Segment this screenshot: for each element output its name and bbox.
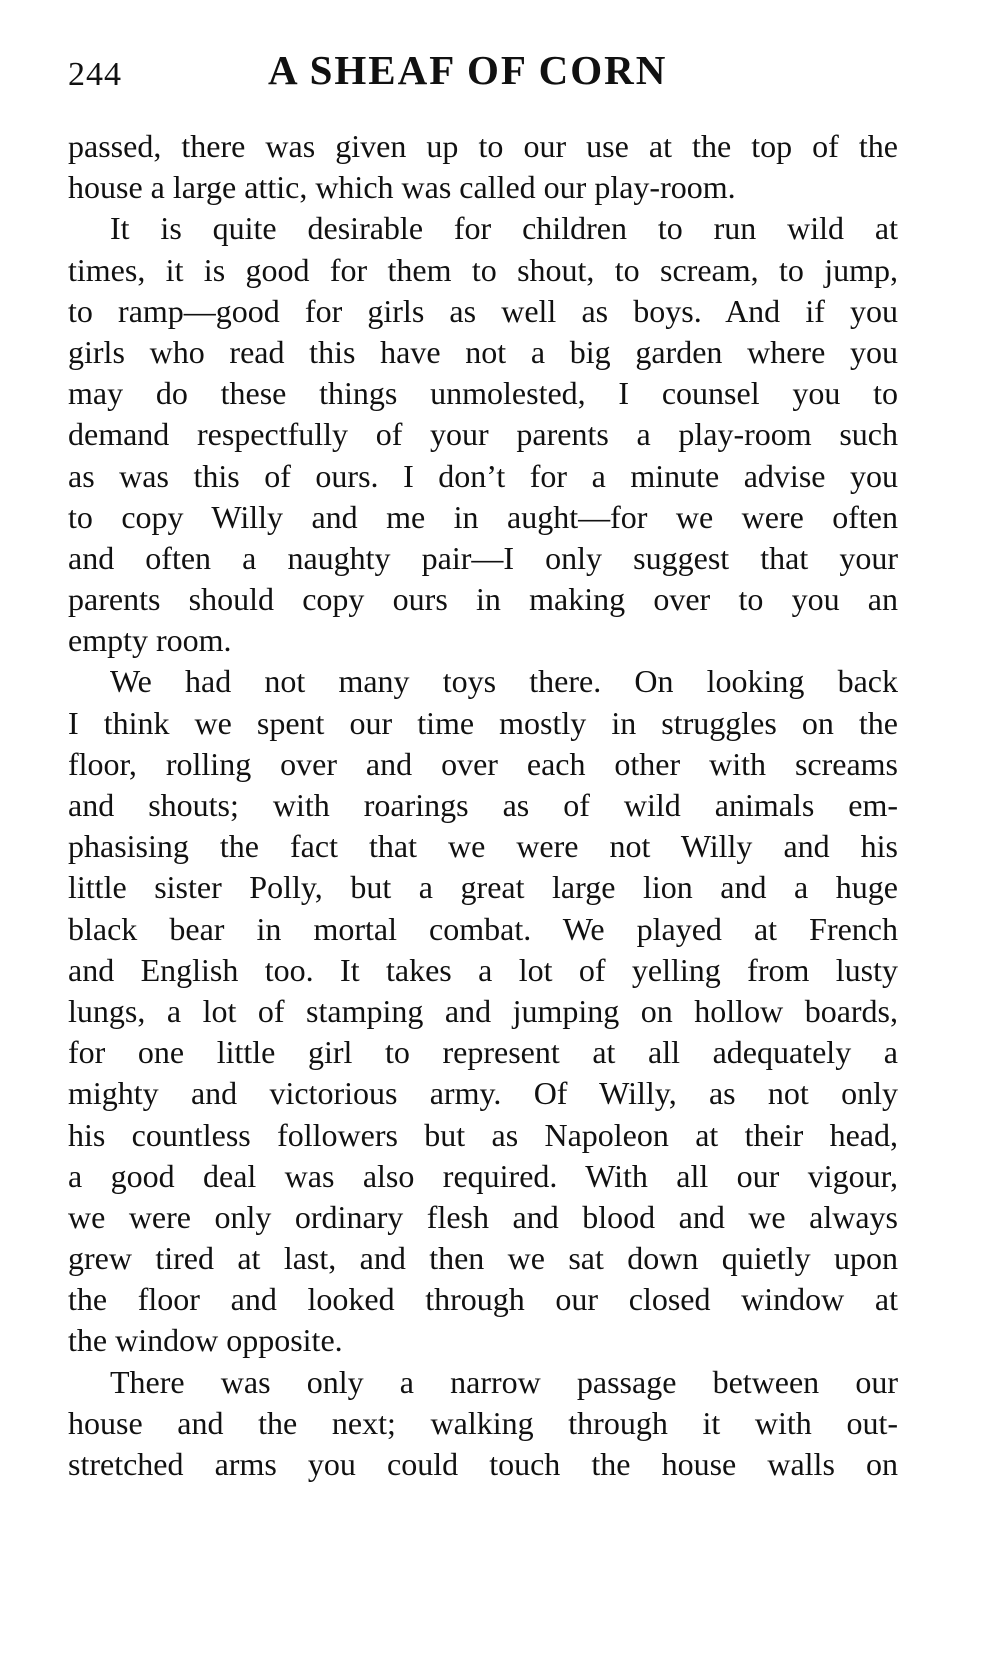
text-line: house and the next; walking through it with out-: [68, 1404, 898, 1441]
paragraph-4: [68, 1362, 898, 1486]
text-line: There was only a narrow passage between our: [110, 1363, 898, 1400]
text-line: the floor and looked through our closed window at: [68, 1281, 898, 1318]
text-line: house a large attic, which was called our play-room.: [68, 169, 736, 206]
text-line: parents should copy ours in making over to you an: [68, 581, 898, 618]
text-line: we were only ordinary flesh and blood and we always: [68, 1198, 898, 1235]
text-line: passed, there was given up to our use at the top of the: [68, 128, 898, 164]
text-line: empty room.: [68, 622, 232, 659]
text-line: black bear in mortal combat. We played at French: [68, 910, 898, 947]
text-line: the window opposite.: [68, 1322, 343, 1359]
text-line: for one little girl to represent at all adequately a: [68, 1034, 898, 1071]
page-number: 244: [68, 56, 122, 93]
paragraph-3: [68, 661, 898, 1361]
text-line: lungs, a lot of stamping and jumping on hollow boards,: [68, 992, 898, 1029]
text-line: to copy Willy and me in aught—for we were often: [68, 498, 898, 535]
text-line: as was this of ours. I don’t for a minute advise you: [68, 457, 898, 494]
text-line: It is quite desirable for children to run wild at: [110, 210, 898, 247]
page-header: [68, 46, 948, 106]
text-line: stretched arms you could touch the house walls on: [68, 1446, 898, 1482]
text-line: little sister Polly, but a great large lion and a huge: [68, 869, 898, 906]
text-line: his countless followers but as Napoleon at their head,: [68, 1116, 898, 1153]
text-line: and shouts; with roarings as of wild animals em-: [68, 787, 898, 823]
text-line: phasising the fact that we were not Willy and his: [68, 828, 898, 865]
text-line: and English too. It takes a lot of yelling from lusty: [68, 951, 898, 988]
text-line: floor, rolling over and over each other with screams: [68, 745, 898, 782]
text-line: I think we spent our time mostly in struggles on the: [68, 704, 898, 741]
text-line: demand respectfully of your parents a play-room such: [68, 416, 898, 453]
text-line: and often a naughty pair—I only suggest that your: [68, 539, 898, 576]
text-line: times, it is good for them to shout, to scream, to jump,: [68, 251, 898, 288]
text-line: may do these things unmolested, I counsel you to: [68, 375, 898, 412]
body-text: [68, 126, 898, 1485]
text-line: We had not many toys there. On looking back: [110, 663, 898, 700]
text-line: a good deal was also required. With all our vigour,: [68, 1157, 898, 1194]
text-line: mighty and victorious army. Of Willy, as not only: [68, 1075, 898, 1112]
paragraph-2: [68, 208, 898, 661]
text-line: to ramp—good for girls as well as boys. And if you: [68, 292, 898, 329]
text-line: grew tired at last, and then we sat down quietly upon: [68, 1240, 898, 1277]
text-line: girls who read this have not a big garden where you: [68, 333, 898, 370]
running-title: A SHEAF OF CORN: [268, 47, 668, 93]
paragraph-1: [68, 126, 898, 208]
